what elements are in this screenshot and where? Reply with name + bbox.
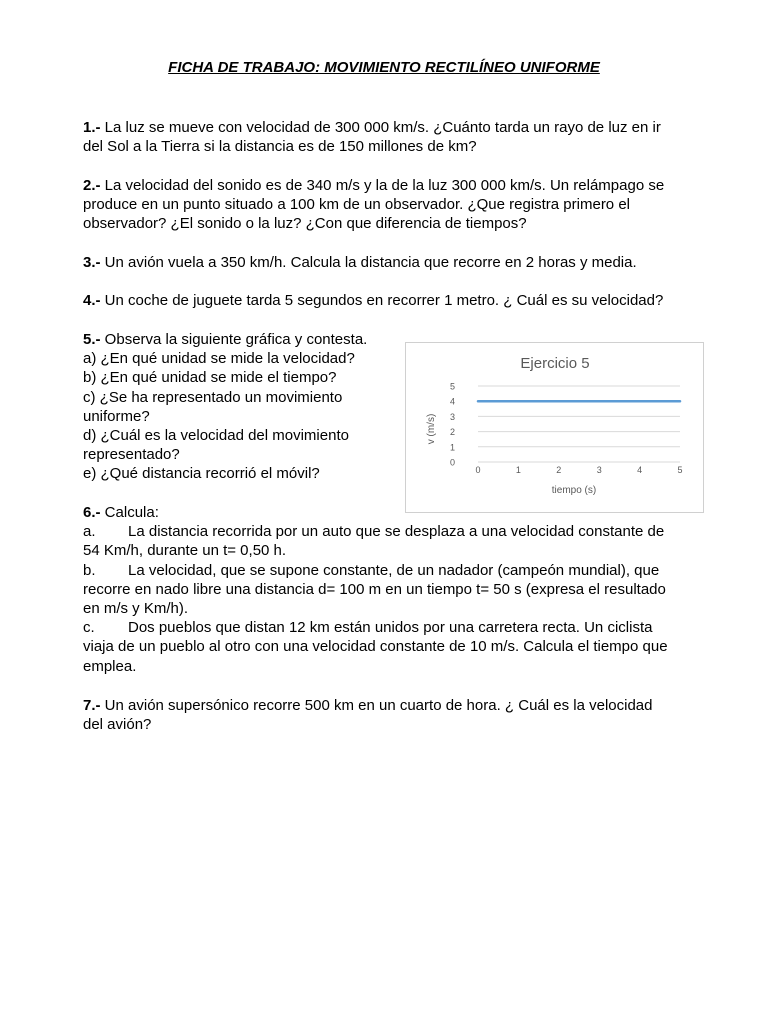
question-text: Un avión vuela a 350 km/h. Calcula la distancia que recorre en 2 horas y media. (100, 254, 637, 271)
chart-y-tick-label: 5 (449, 381, 455, 392)
subquestion-c-cont: uniforme? (83, 407, 150, 425)
item-c (83, 618, 693, 637)
chart-y-ticks (450, 382, 455, 468)
question-number: 3.- (83, 254, 101, 271)
subquestion-d-cont: representado? (83, 446, 180, 464)
question-number: 5.- (83, 331, 101, 348)
item-b (83, 561, 693, 580)
subquestion-d: d) ¿Cuál es la velocidad del movimiento (83, 427, 349, 445)
chart-y-tick-label: 2 (449, 427, 455, 438)
chart-x-tick-label: 2 (556, 465, 562, 475)
question-text: del Sol a la Tierra si la distancia es de 150 millones de km? (83, 138, 477, 156)
chart-x-tick-label: 1 (515, 465, 521, 475)
item-text-cont: recorre en nado libre una distancia d= 100 m en un tiempo t= 50 s (expresa el resultado (83, 580, 666, 598)
page-title: FICHA DE TRABAJO: MOVIMIENTO RECTILÍNEO UNIFORME (168, 59, 600, 76)
question-number: 4.- (83, 292, 101, 309)
chart-grid (478, 386, 680, 462)
item-letter: b. (83, 561, 96, 579)
question-3 (83, 253, 693, 272)
question-number: 2.- (83, 177, 101, 194)
chart-y-tick-label: 4 (449, 396, 455, 407)
question-text: del avión? (83, 716, 152, 734)
subquestion-c: c) ¿Se ha representado un movimiento (83, 388, 343, 406)
question-1 (83, 118, 693, 156)
item-text-cont: viaja de un pueblo al otro con una velocidad constante de 10 m/s. Calcula el tiempo que (83, 638, 668, 656)
item-letter: a. (83, 523, 96, 541)
item-a (83, 522, 693, 541)
question-2 (83, 176, 693, 234)
item-text: La velocidad, que se supone constante, de un nadador (campeón mundial), que (128, 561, 660, 579)
chart-x-tick-label: 0 (475, 465, 481, 475)
question-text: produce en un punto situado a 100 km de un observador. ¿Que registra primero el (83, 196, 630, 214)
question-number: 7.- (83, 697, 101, 714)
chart-x-tick-label: 5 (677, 465, 683, 475)
question-7 (83, 696, 693, 734)
question-text: Un coche de juguete tarda 5 segundos en recorrer 1 metro. ¿ Cuál es su velocidad? (100, 292, 664, 309)
chart-y-tick-label: 1 (449, 442, 455, 453)
question-4 (83, 291, 693, 310)
chart-y-tick-label: 0 (449, 457, 455, 468)
item-text: La distancia recorrida por un auto que se desplaza a una velocidad constante de (128, 523, 665, 541)
item-text-cont: 54 Km/h, durante un t= 0,50 h. (83, 542, 287, 560)
question-text: Un avión supersónico recorre 500 km en un cuarto de hora. ¿ Cuál es la velocidad (100, 697, 653, 714)
chart-y-axis-label: v (m/s) (426, 413, 437, 445)
item-text: Dos pueblos que distan 12 km están unidos por una carretera recta. Un ciclista (128, 619, 653, 637)
question-text: La luz se mueve con velocidad de 300 000 km/s. ¿Cuánto tarda un rayo de luz en ir (100, 119, 661, 136)
subquestion-e: e) ¿Qué distancia recorrió el móvil? (83, 465, 320, 483)
item-text-cont: emplea. (83, 657, 137, 675)
question-text: La velocidad del sonido es de 340 m/s y la de la luz 300 000 km/s. Un relámpago se (100, 177, 665, 194)
subquestion-a: a) ¿En qué unidad se mide la velocidad? (83, 350, 355, 368)
chart-y-tick-label: 3 (449, 411, 455, 422)
question-text: Observa la siguiente gráfica y contesta. (100, 331, 368, 348)
question-text: observador? ¿El sonido o la luz? ¿Con que diferencia de tiempos? (83, 215, 527, 233)
chart-x-tick-label: 3 (596, 465, 602, 475)
question-6 (83, 503, 693, 676)
chart-x-tick-label: 4 (637, 465, 643, 475)
chart-svg (406, 343, 705, 514)
question-text: Calcula: (100, 504, 159, 521)
question-5 (83, 330, 383, 484)
chart-x-ticks (475, 465, 682, 475)
subquestion-b: b) ¿En qué unidad se mide el tiempo? (83, 369, 337, 387)
question-number: 6.- (83, 504, 101, 521)
chart-x-axis-label: tiempo (s) (551, 485, 597, 496)
velocity-time-chart (405, 342, 704, 513)
question-number: 1.- (83, 119, 101, 136)
item-text-cont: en m/s y Km/h). (83, 600, 189, 618)
item-letter: c. (83, 619, 95, 637)
chart-title: Ejercicio 5 (520, 355, 590, 372)
